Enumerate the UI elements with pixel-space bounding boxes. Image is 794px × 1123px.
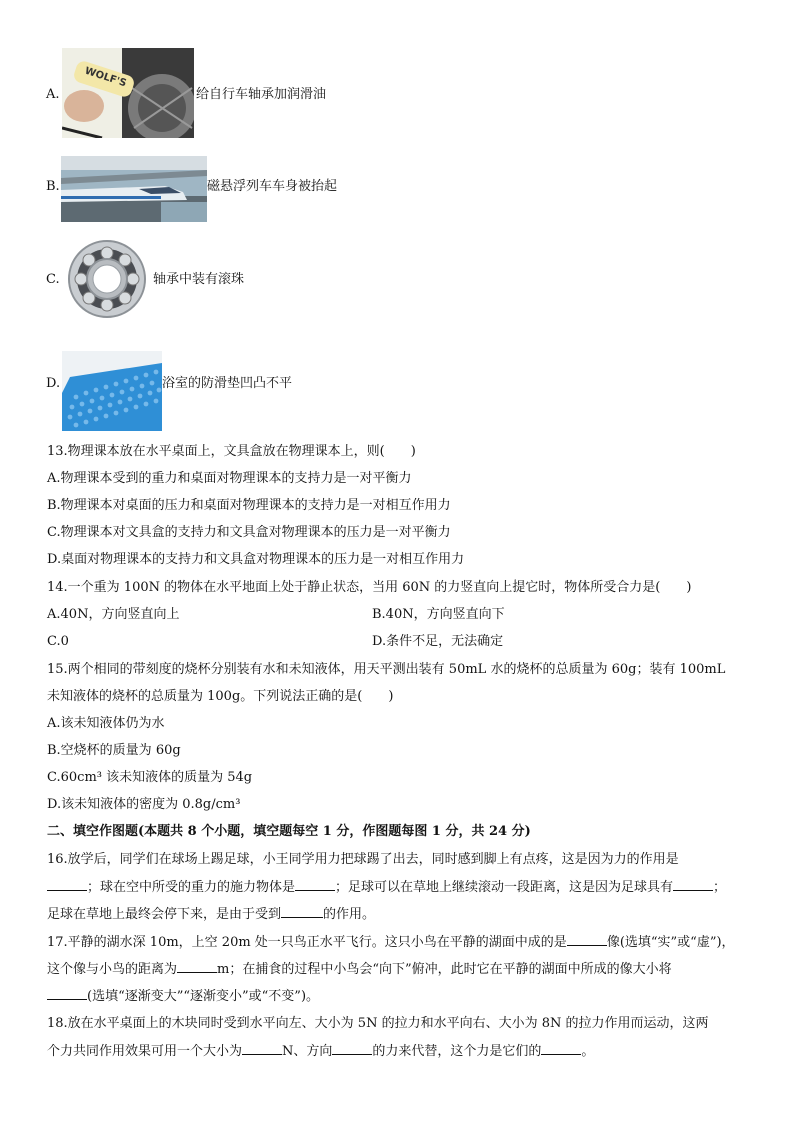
q16-line2: ；球在空中所受的重力的施力物体是 ；足球可以在草地上继续滚动一段距离，这是因为足球具有 ； <box>47 878 726 897</box>
option-c-caption: 轴承中装有滚珠 <box>153 272 245 287</box>
q16-blank-2[interactable] <box>295 878 335 891</box>
bottle-label: WOLF'S <box>83 65 128 90</box>
q13-stem: 13.物理课本放在水平桌面上，文具盒放在物理课本上，则( ) <box>47 444 416 459</box>
q13-option-a: A.物理课本受到的重力和桌面对物理课本的支持力是一对平衡力 <box>47 471 412 486</box>
maglev-train-image <box>61 156 207 222</box>
q18-line2: 个力共同作用效果可用一个大小为 N、方向 的力来代替，这个力是它们的 。 <box>47 1044 595 1059</box>
q17-blank-1[interactable] <box>567 933 607 946</box>
q18-blank-2[interactable] <box>332 1042 372 1055</box>
option-c-letter: C. <box>46 272 60 287</box>
q16-line3: 足球在草地上最终会停下来，是由于受到 的作用。 <box>47 907 376 922</box>
ball-bearing-image <box>63 239 151 319</box>
q15-stem-line1: 15.两个相同的带刻度的烧杯分别装有水和未知液体，用天平测出装有 50mL 水的烧杯的总质量为 60g；装有 100mL <box>47 662 726 677</box>
q13-option-d: D.桌面对物理课本的支持力和文具盒对物理课本的压力是一对相互作用力 <box>47 552 465 567</box>
option-a-letter: A. <box>46 87 60 102</box>
option-d-letter: D. <box>46 376 61 391</box>
q15-option-d: D.该未知液体的密度为 0.8g/cm³ <box>47 797 241 812</box>
option-a-caption: 给自行车轴承加润滑油 <box>196 87 327 102</box>
q17-line1: 17.平静的湖水深 10m，上空 20m 处一只鸟正水平飞行。这只小鸟在平静的湖面中成的是 像(选填“实”或“虚”)， <box>47 935 735 950</box>
q17-line3: (选填“逐渐变大”“逐渐变小”或“不变”)。 <box>47 987 319 1006</box>
q14-option-b: B.40N，方向竖直向下 <box>372 607 505 622</box>
option-b-caption: 磁悬浮列车车身被抬起 <box>207 179 338 194</box>
q17-blank-2[interactable] <box>177 960 217 973</box>
q15-option-c: C.60cm³ 该未知液体的质量为 54g <box>47 770 253 785</box>
q16-blank-1[interactable] <box>47 878 87 891</box>
q18-blank-3[interactable] <box>541 1042 581 1055</box>
q13-option-b: B.物理课本对桌面的压力和桌面对物理课本的支持力是一对相互作用力 <box>47 498 451 513</box>
q16-blank-3[interactable] <box>673 878 713 891</box>
q14-option-c: C.0 <box>47 634 69 649</box>
q15-option-a: A.该未知液体仍为水 <box>47 716 165 731</box>
bath-mat-image <box>62 333 162 431</box>
q15-stem-line2: 未知液体的烧杯的总质量为 100g。下列说法正确的是( ) <box>47 689 394 704</box>
q17-blank-3[interactable] <box>47 987 87 1000</box>
option-d-caption: 浴室的防滑垫凹凸不平 <box>162 376 293 391</box>
q16-blank-4[interactable] <box>281 905 323 918</box>
q14-stem: 14.一个重为 100N 的物体在水平地面上处于静止状态，当用 60N 的力竖直向上提它时，物体所受合力是( ) <box>47 580 692 595</box>
q14-option-d: D.条件不足，无法确定 <box>372 634 504 649</box>
bicycle-oil-image <box>62 48 194 138</box>
option-b-letter: B. <box>46 179 60 194</box>
q16-line1: 16.放学后，同学们在球场上踢足球，小王同学用力把球踢了出去，同时感到脚上有点疼，这是因为力的作用是 <box>47 852 679 867</box>
section2-title: 二、填空作图题(本题共 8 个小题，填空题每空 1 分，作图题每图 1 分，共 24 分) <box>47 824 531 839</box>
q18-blank-1[interactable] <box>242 1042 282 1055</box>
q14-option-a: A.40N，方向竖直向上 <box>47 607 180 622</box>
q13-option-c: C.物理课本对文具盒的支持力和文具盒对物理课本的压力是一对平衡力 <box>47 525 451 540</box>
q18-line1: 18.放在水平桌面上的木块同时受到水平向左、大小为 5N 的拉力和水平向右、大小为 8N 的拉力作用而运动，这两 <box>47 1016 709 1031</box>
q15-option-b: B.空烧杯的质量为 60g <box>47 743 181 758</box>
q17-line2: 这个像与小鸟的距离为 m；在捕食的过程中小鸟会“向下”俯冲，此时它在平静的湖面中所成的像大小将 <box>47 962 672 977</box>
